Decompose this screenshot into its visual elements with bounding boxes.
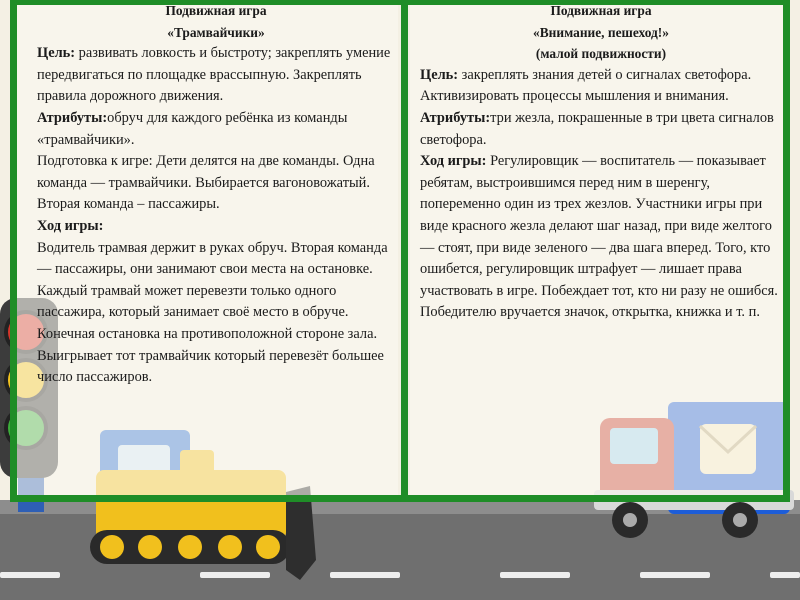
goal-paragraph: [420, 65, 782, 108]
goal-text: развивать ловкость и быстроту; закреплять умение передвигаться по площадке врассыпную. Закреплять правила дорожного движения.: [37, 45, 391, 105]
title-line-3: (малой подвижности): [535, 46, 667, 62]
preparation-paragraph: Подготовка к игре: Дети делятся на две команды. Одна команда — трамвайчики. Выбирается вагоновожатый. Вторая команда – пассажиры.: [37, 153, 375, 213]
progress-heading: [37, 216, 395, 238]
progress-text: Регулировщик — воспитатель — показывает ребятам, выстроившимся перед ним в шеренгу, попеременно один из трех жезлов. Участники игры при виде красного жезла делают шаг назад, при виде желтого — стоят, при виде зеленого — два шага вперед. Того, кто ошибется, регулировщик штрафует — лишает права участвовать в игре. Побеждает тот, кто ни разу не ошибся. Победителю вручается значок, открытка, книжка и т. п.: [420, 153, 778, 321]
attributes-label: Атрибуты:: [37, 109, 108, 126]
attributes-text: три жезла, покрашенные в три цвета сигналов светофора.: [420, 109, 774, 148]
goal-label: Цель:: [420, 66, 459, 83]
attributes-paragraph: [37, 108, 395, 151]
progress-paragraph: [420, 151, 782, 324]
title-line-1: Подвижная игра: [165, 3, 267, 18]
title-line-2: «Внимание, пешеход!»: [533, 24, 669, 40]
title-line-1: Подвижная игра: [550, 3, 652, 18]
game-card-vnimanie-peshekhod: [420, 0, 782, 324]
progress-text: Водитель трамвая держит в руках обруч. Вторая команда — пассажиры, они занимают свои места на остановке. Каждый трамвай может перевезти только одного пассажира, который занимает своё место в обруче. Конечная остановка на противоположной стороне зала. Выигрывает тот трамвайчик который перевезёт большее число пассажиров.: [37, 239, 388, 386]
title-line-2: «Трамвайчики»: [167, 24, 265, 40]
attributes-paragraph: [420, 108, 782, 151]
progress-label: Ход игры:: [420, 153, 487, 170]
attributes-text: обруч для каждого ребёнка из команды «трамвайчики».: [37, 109, 348, 148]
goal-label: Цель:: [37, 45, 76, 62]
progress-label: Ход игры:: [37, 217, 104, 234]
goal-text: закреплять знания детей о сигналах светофора. Активизировать процессы мышления и внимания.: [420, 66, 752, 105]
attributes-label: Атрибуты:: [420, 109, 491, 126]
card-title: [420, 0, 782, 65]
goal-paragraph: [37, 43, 395, 108]
card-title: [37, 0, 395, 43]
green-divider: [401, 0, 408, 502]
game-card-tramvaychiki: [37, 0, 395, 389]
